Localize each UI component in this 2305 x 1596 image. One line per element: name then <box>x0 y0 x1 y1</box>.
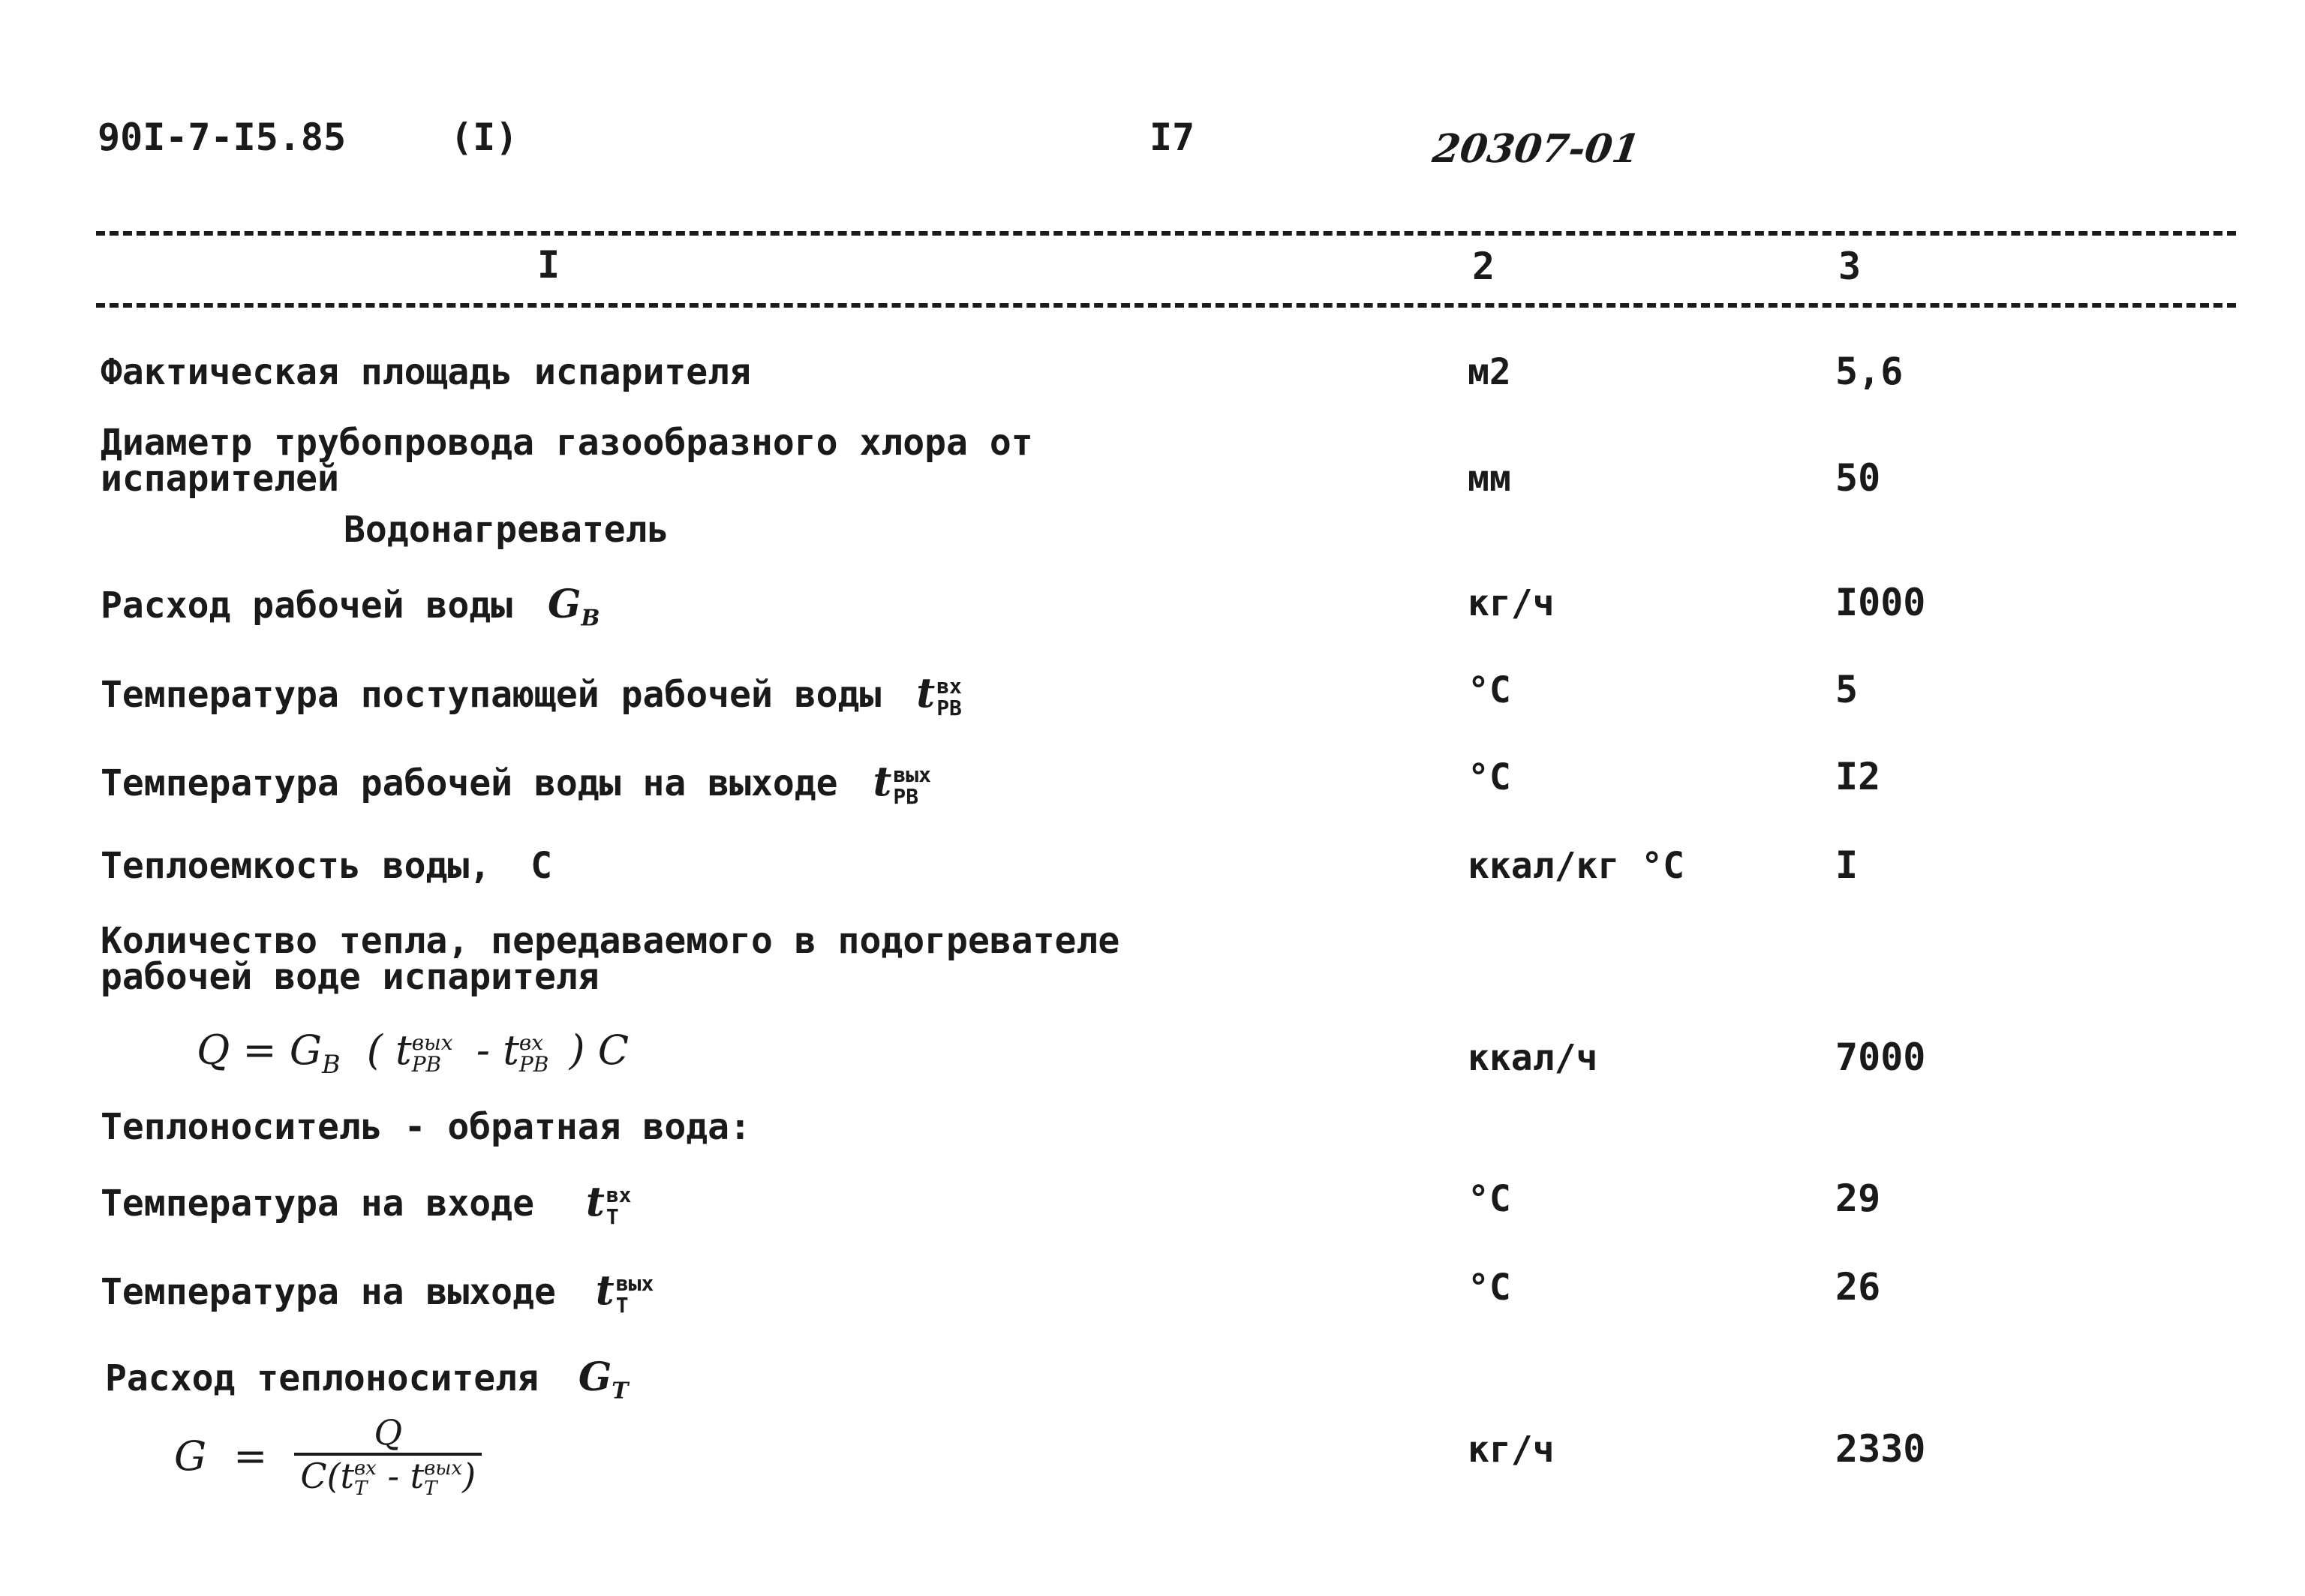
row-value: 5,6 <box>1835 350 1904 393</box>
row-label-line2: рабочей воде испарителя <box>101 956 600 998</box>
row-value: 26 <box>1835 1265 1881 1309</box>
table-rule-top <box>96 231 2236 236</box>
row-label: Температура рабочей воды на выходе t вых РВ <box>101 757 931 809</box>
row-label-line1: Диаметр трубопровода газообразного хлора от <box>101 422 1033 464</box>
row-value: 7000 <box>1835 1035 1926 1079</box>
table-rule-header <box>96 303 2236 308</box>
row-unit: °С <box>1468 669 1511 711</box>
row-unit: кг/ч <box>1468 582 1555 624</box>
page-number: I7 <box>1149 116 1195 159</box>
row-label: Расход теплоносителя $G_Т$ <box>105 1354 629 1405</box>
row-unit: мм <box>1468 458 1511 500</box>
column-header-1: I <box>537 243 560 287</box>
row-label-line2: испарителей <box>101 458 339 500</box>
sheet-mark: (I) <box>450 116 518 159</box>
row-unit: °С <box>1468 1267 1511 1309</box>
row-unit: °С <box>1468 756 1511 798</box>
row-value: 2330 <box>1835 1427 1926 1471</box>
row-unit: кг/ч <box>1468 1429 1555 1471</box>
row-label: Расход рабочей воды $G_B$ <box>101 582 600 632</box>
row-unit: °С <box>1468 1178 1511 1220</box>
row-value: 29 <box>1835 1177 1881 1220</box>
row-label-line1: Количество тепла, передаваемого в подогревателе <box>101 920 1120 962</box>
heat-formula: $Q = G_B$ ( t вых РВ - t вх РВ ) C <box>197 1026 630 1079</box>
row-unit: ккал/кг °С <box>1468 845 1684 887</box>
row-label: Температура поступающей рабочей воды t вх РВ <box>101 669 962 720</box>
row-unit: ккал/ч <box>1468 1037 1598 1079</box>
row-label: Фактическая площадь испарителя <box>101 351 751 393</box>
document-code: 90I-7-I5.85 <box>98 116 347 159</box>
row-label: Температура на входе t вх Т <box>101 1177 632 1229</box>
row-value: 50 <box>1835 456 1881 500</box>
flow-formula: G = Q C(t вх Т - t вых Т ) <box>174 1412 482 1499</box>
section-heading: Водонагреватель <box>344 509 669 551</box>
row-unit: м2 <box>1468 351 1511 393</box>
column-header-3: 3 <box>1838 245 1862 288</box>
row-value: I000 <box>1835 581 1926 624</box>
row-value: 5 <box>1835 668 1859 711</box>
row-label: Теплоемкость воды, С <box>101 845 552 887</box>
row-value: I2 <box>1835 755 1881 798</box>
row-label: Температура на выходе t вых Т <box>101 1266 654 1318</box>
row-value: I <box>1835 843 1859 887</box>
stamp-number: 20307-01 <box>1429 126 1643 172</box>
section-heading: Теплоноситель - обратная вода: <box>101 1106 751 1148</box>
column-header-2: 2 <box>1472 245 1495 288</box>
